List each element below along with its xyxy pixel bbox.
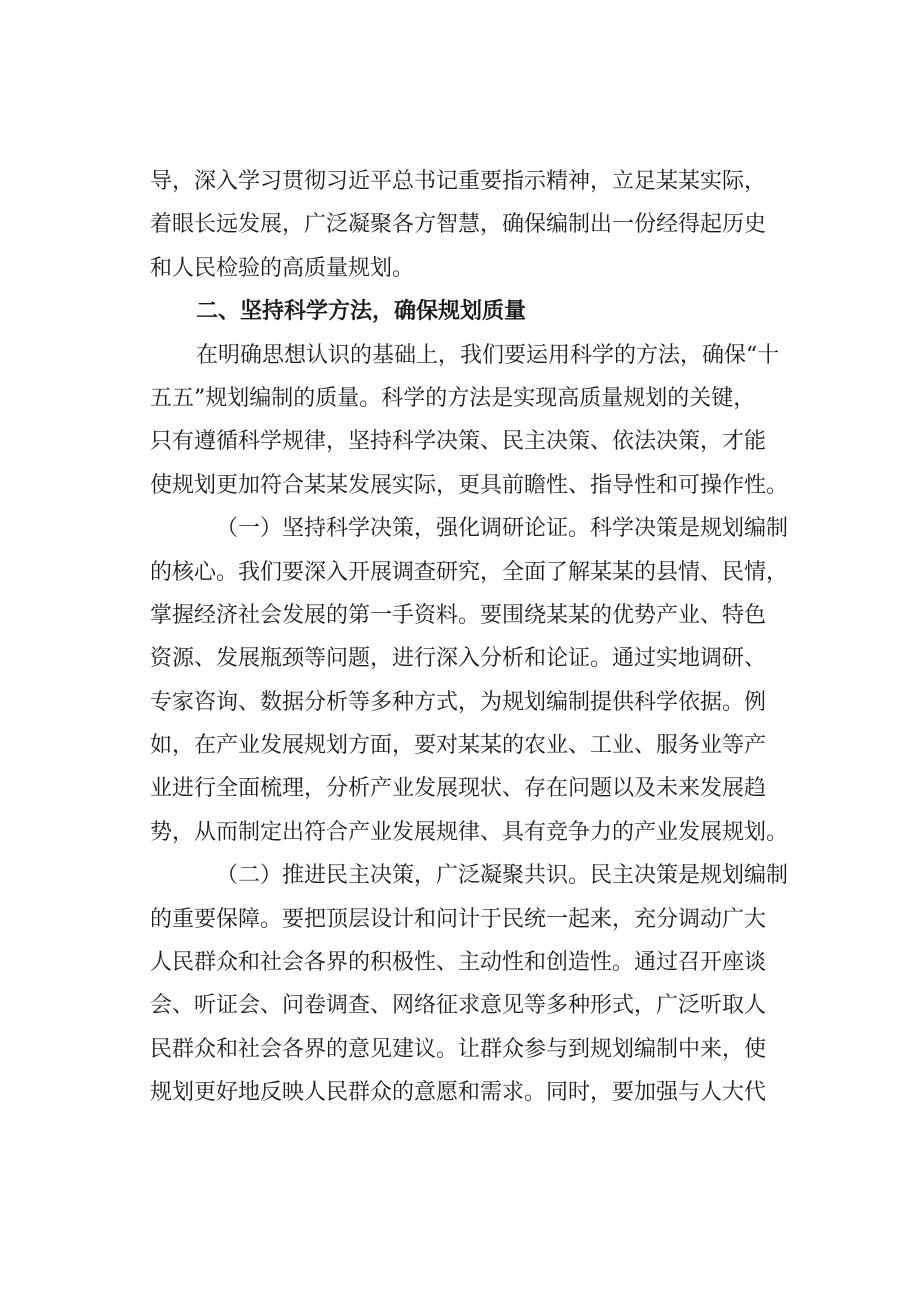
paragraph-line: 和人民检验的高质量规划。 [150,255,415,281]
paragraph-line: 业进行全面梳理，分析产业发展现状、存在问题以及未来发展趋 [150,776,767,802]
paragraph-line: 如，在产业发展规划方面，要对某某的农业、工业、服务业等产 [150,733,767,759]
paragraph-line: 五五”规划编制的质量。科学的方法是实现高质量规划的关键， [150,385,756,411]
paragraph-line: 势，从而制定出符合产业发展规律、具有竞争力的产业发展规划。 [150,819,789,845]
section-heading: 二、坚持科学方法，确保规划质量 [196,299,527,325]
paragraph-line: 会、听证会、问卷调查、网络征求意见等多种形式，广泛听取人 [150,993,767,1019]
document-body [150,160,800,1115]
paragraph-line: 只有遵循科学规律，坚持科学决策、民主决策、依法决策，才能 [150,429,767,455]
paragraph-line: 人民群众和社会各界的积极性、主动性和创造性。通过召开座谈 [150,950,767,976]
paragraph-line: 在明确思想认识的基础上，我们要运用科学的方法，确保“十 [196,342,780,368]
paragraph-line: 民群众和社会各界的意见建议。让群众参与到规划编制中来，使 [150,1036,767,1062]
paragraph-line: 的重要保障。要把顶层设计和问计于民统一起来，充分调动广大 [150,906,767,932]
paragraph-line: 掌握经济社会发展的第一手资料。要围绕某某的优势产业、特色 [150,602,767,628]
subsection-line: （一）坚持科学决策，强化调研论证。科学决策是规划编制 [216,516,789,542]
paragraph-line: 使规划更加符合某某发展实际，更具前瞻性、指导性和可操作性。 [150,472,789,498]
paragraph-line: 专家咨询、数据分析等多种方式，为规划编制提供科学依据。例 [150,689,767,715]
paragraph-line: 导，深入学习贯彻习近平总书记重要指示精神，立足某某实际， [150,169,767,194]
subsection-line: （二）推进民主决策，广泛凝聚共识。民主决策是规划编制 [216,863,789,889]
paragraph-line: 规划更好地反映人民群众的意愿和需求。同时，要加强与人大代 [150,1080,767,1106]
paragraph-line: 资源、发展瓶颈等问题，进行深入分析和论证。通过实地调研、 [150,646,767,672]
paragraph-line: 的核心。我们要深入开展调查研究，全面了解某某的县情、民情， [150,559,789,585]
paragraph-line: 着眼长远发展，广泛凝聚各方智慧，确保编制出一份经得起历史 [150,212,767,238]
